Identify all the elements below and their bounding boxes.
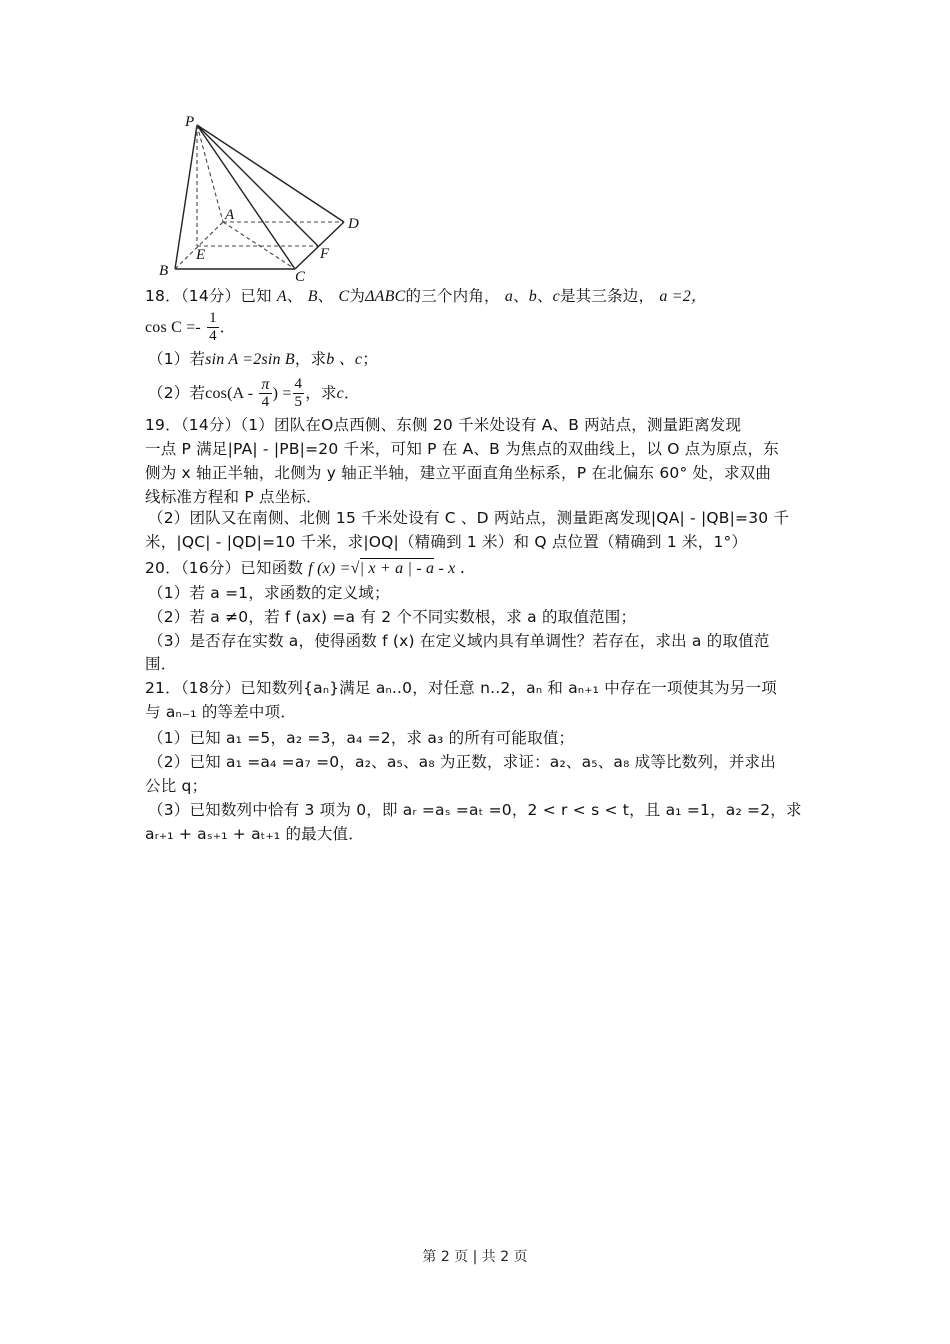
cos-expr-end: ) = <box>272 385 292 402</box>
q18-text: 是其三条边， <box>559 287 655 305</box>
var-A: A <box>276 288 287 305</box>
var-B: B <box>307 288 318 305</box>
q20-part3: （3）是否存在实数 a，使得函数 f (x) 在定义域内具有单调性？若存在，求出 a 的取值范 <box>148 632 770 650</box>
q18-text: 的三个内角， <box>405 287 500 305</box>
part-label: （1）若 <box>148 350 206 368</box>
triangle-abc: ΔABC <box>365 288 406 305</box>
q18-part1 <box>148 348 378 371</box>
label-P: P <box>185 114 195 130</box>
sep: 、 <box>286 287 303 305</box>
label-A: A <box>225 207 235 223</box>
var-b: b <box>528 288 537 305</box>
label-C: C <box>295 269 306 282</box>
fraction-one-quarter <box>207 310 219 345</box>
frac-num: π <box>261 376 270 393</box>
frac-num: 4 <box>294 376 303 392</box>
part-label: （2）若 <box>148 384 206 402</box>
label-B: B <box>159 263 169 279</box>
label-E: E <box>196 247 206 263</box>
q21-part2-cont: 公比 q； <box>145 777 208 795</box>
page-footer: 第 2 页 | 共 2 页 <box>422 1249 528 1265</box>
q20-line1: 20．（16分）已知函数 f (x) =√| x + a | - a - x ． <box>145 559 476 577</box>
frac-num: 1 <box>209 310 217 326</box>
frac-den: 4 <box>261 394 270 410</box>
q18-text: ，求 <box>305 384 337 402</box>
q18-text: 已知 <box>240 287 272 305</box>
label-F: F <box>320 246 330 262</box>
pyramid-figure <box>145 112 375 282</box>
q21-part2: （2）已知 a₁ =a₄ =a₇ =0，a₂、a₅、a₈ 为正数，求证：a₂、a₅、a₈ 成等比数列，并求出 <box>148 753 776 771</box>
q19-line3: 侧为 x 轴正半轴，北侧为 y 轴正半轴，建立平面直角坐标系，P 在北偏东 60° 处，求双曲 <box>145 464 772 482</box>
sin-equation: sin A =2sin B <box>205 351 295 368</box>
var-c: c <box>336 385 344 402</box>
sqrt-expr: | x + a | - a <box>359 560 435 577</box>
q18-score: （14分） <box>180 287 241 305</box>
q18-part2 <box>148 376 360 411</box>
a-equals: a =2， <box>659 288 708 305</box>
frac-den: 4 <box>209 328 217 344</box>
q20-part1: （1）若 a =1，求函数的定义域； <box>148 584 390 602</box>
q21-part3: （3）已知数列中恰有 3 项为 0，即 aᵣ =aₛ =aₜ =0，2 < r < s < t，且 a₁ =1，a₂ =2，求 <box>148 801 802 819</box>
fraction-four-fifths <box>293 376 305 411</box>
var-c: c <box>552 288 560 305</box>
q19-part2-line1: （2）团队又在南侧、北侧 15 千米处设有 C 、D 两站点，测量距离发现|QA| - |QB|=30 千 <box>148 509 790 527</box>
vars-bc: b 、c <box>326 351 363 368</box>
q19-part2-line2: 米，|QC| - |QD|=10 千米，求|OQ|（精确到 1 米）和 Q 点位置（精确到 1 米，1°） <box>145 533 748 551</box>
var-a: a <box>504 288 514 305</box>
cos-expr: cos(A - <box>205 385 254 402</box>
q20-part2: （2）若 a ≠0，若 f (ax) =a 有 2 个不同实数根，求 a 的取值范围； <box>148 608 637 626</box>
label-D: D <box>348 216 359 232</box>
fraction-pi-quarter <box>259 376 271 411</box>
q20-intro: 20．（16分）已知函数 <box>145 559 309 577</box>
q20-part3-cont: 围． <box>145 655 177 673</box>
q19-line2: 一点 P 满足|PA| - |PB|=20 千米，可知 P 在 A、B 为焦点的双曲线上，以 O 点为原点，东 <box>145 440 779 458</box>
q21-part3-cont: aᵣ₊₁ + aₛ₊₁ + aₜ₊₁ 的最大值． <box>145 825 364 843</box>
q18-text: ，求 <box>294 350 327 368</box>
q18-text: 为 <box>349 287 366 305</box>
q21-line1: 21．（18分）已知数列{aₙ}满足 aₙ..0，对任意 n..2，aₙ 和 aₙ₊₁ 中存在一项使其为另一项 <box>145 679 777 697</box>
q19-line4: 线标准方程和 P 点坐标． <box>145 488 322 506</box>
cos-c-lhs: cos C =- <box>145 319 201 336</box>
function-def: f (x) = <box>308 560 351 577</box>
q21-part1: （1）已知 a₁ =5，a₂ =3，a₄ =2，求 a₃ 的所有可能取值； <box>148 729 575 747</box>
q18-line1: 18．（14分）已知 A、 B、 C为ΔABC的三个内角， a、b、c是其三条边， a =2， <box>145 287 708 305</box>
function-tail: - x ． <box>434 560 476 577</box>
q18-number: 18． <box>145 287 181 305</box>
q18-line2 <box>145 310 236 345</box>
semicolon: ； <box>362 350 378 368</box>
frac-den: 5 <box>294 394 303 410</box>
q19-line1: 19．（14分）（1）团队在O点西侧、东侧 20 千米处设有 A、B 两站点，测量距离发现 <box>145 416 742 434</box>
sep: 、 <box>317 287 334 305</box>
period: ． <box>343 384 360 402</box>
q21-line2: 与 aₙ₋₁ 的等差中项． <box>145 703 297 721</box>
var-C: C <box>338 288 350 305</box>
period: ． <box>219 318 236 336</box>
